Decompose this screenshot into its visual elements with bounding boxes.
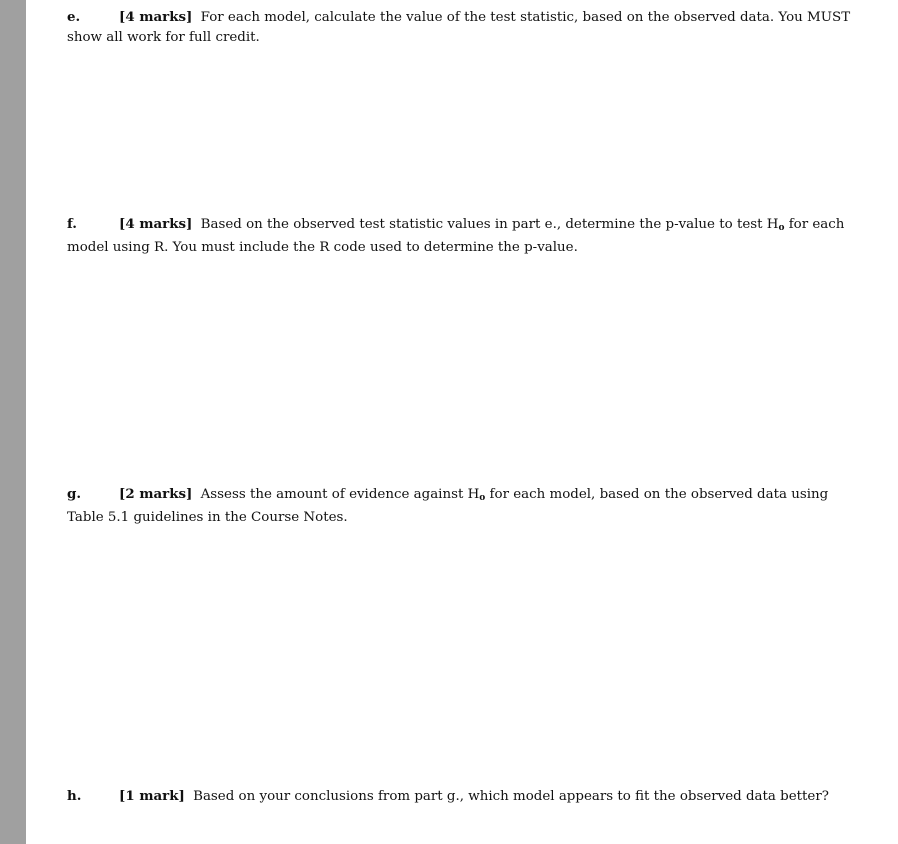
page-left-margin-bar: [0, 0, 26, 844]
hypothesis-subscript: o: [479, 493, 486, 503]
question-marks: [4 marks]: [119, 9, 193, 25]
question-text-continued: for each model, based on the observed data using Table 5.1 guidelines in the Course Notes.: [67, 487, 829, 525]
question-letter: g.: [67, 486, 82, 502]
question-text: Based on the observed test statistic values in part e., determine the p-value to test H: [200, 217, 779, 232]
question-text-continued: for each model using R. You must include the R code used to determine the p-value.: [67, 217, 845, 255]
question-text: For each model, calculate the value of the test statistic, based on the observed data. You MUST show all work for full credit.: [67, 10, 851, 45]
question-marks: [4 marks]: [119, 216, 193, 232]
question-e: [67, 7, 857, 48]
question-f: [67, 214, 857, 258]
question-marks: [2 marks]: [119, 486, 193, 502]
question-text: Assess the amount of evidence against H: [200, 487, 480, 502]
question-letter: h.: [67, 788, 82, 804]
question-g: [67, 484, 857, 528]
question-letter: e.: [67, 9, 81, 25]
question-letter: f.: [67, 216, 77, 232]
question-h: [67, 786, 857, 807]
hypothesis-subscript: o: [778, 223, 785, 233]
question-marks: [1 mark]: [119, 788, 185, 804]
question-text: Based on your conclusions from part g., which model appears to fit the observed data better?: [193, 789, 829, 804]
